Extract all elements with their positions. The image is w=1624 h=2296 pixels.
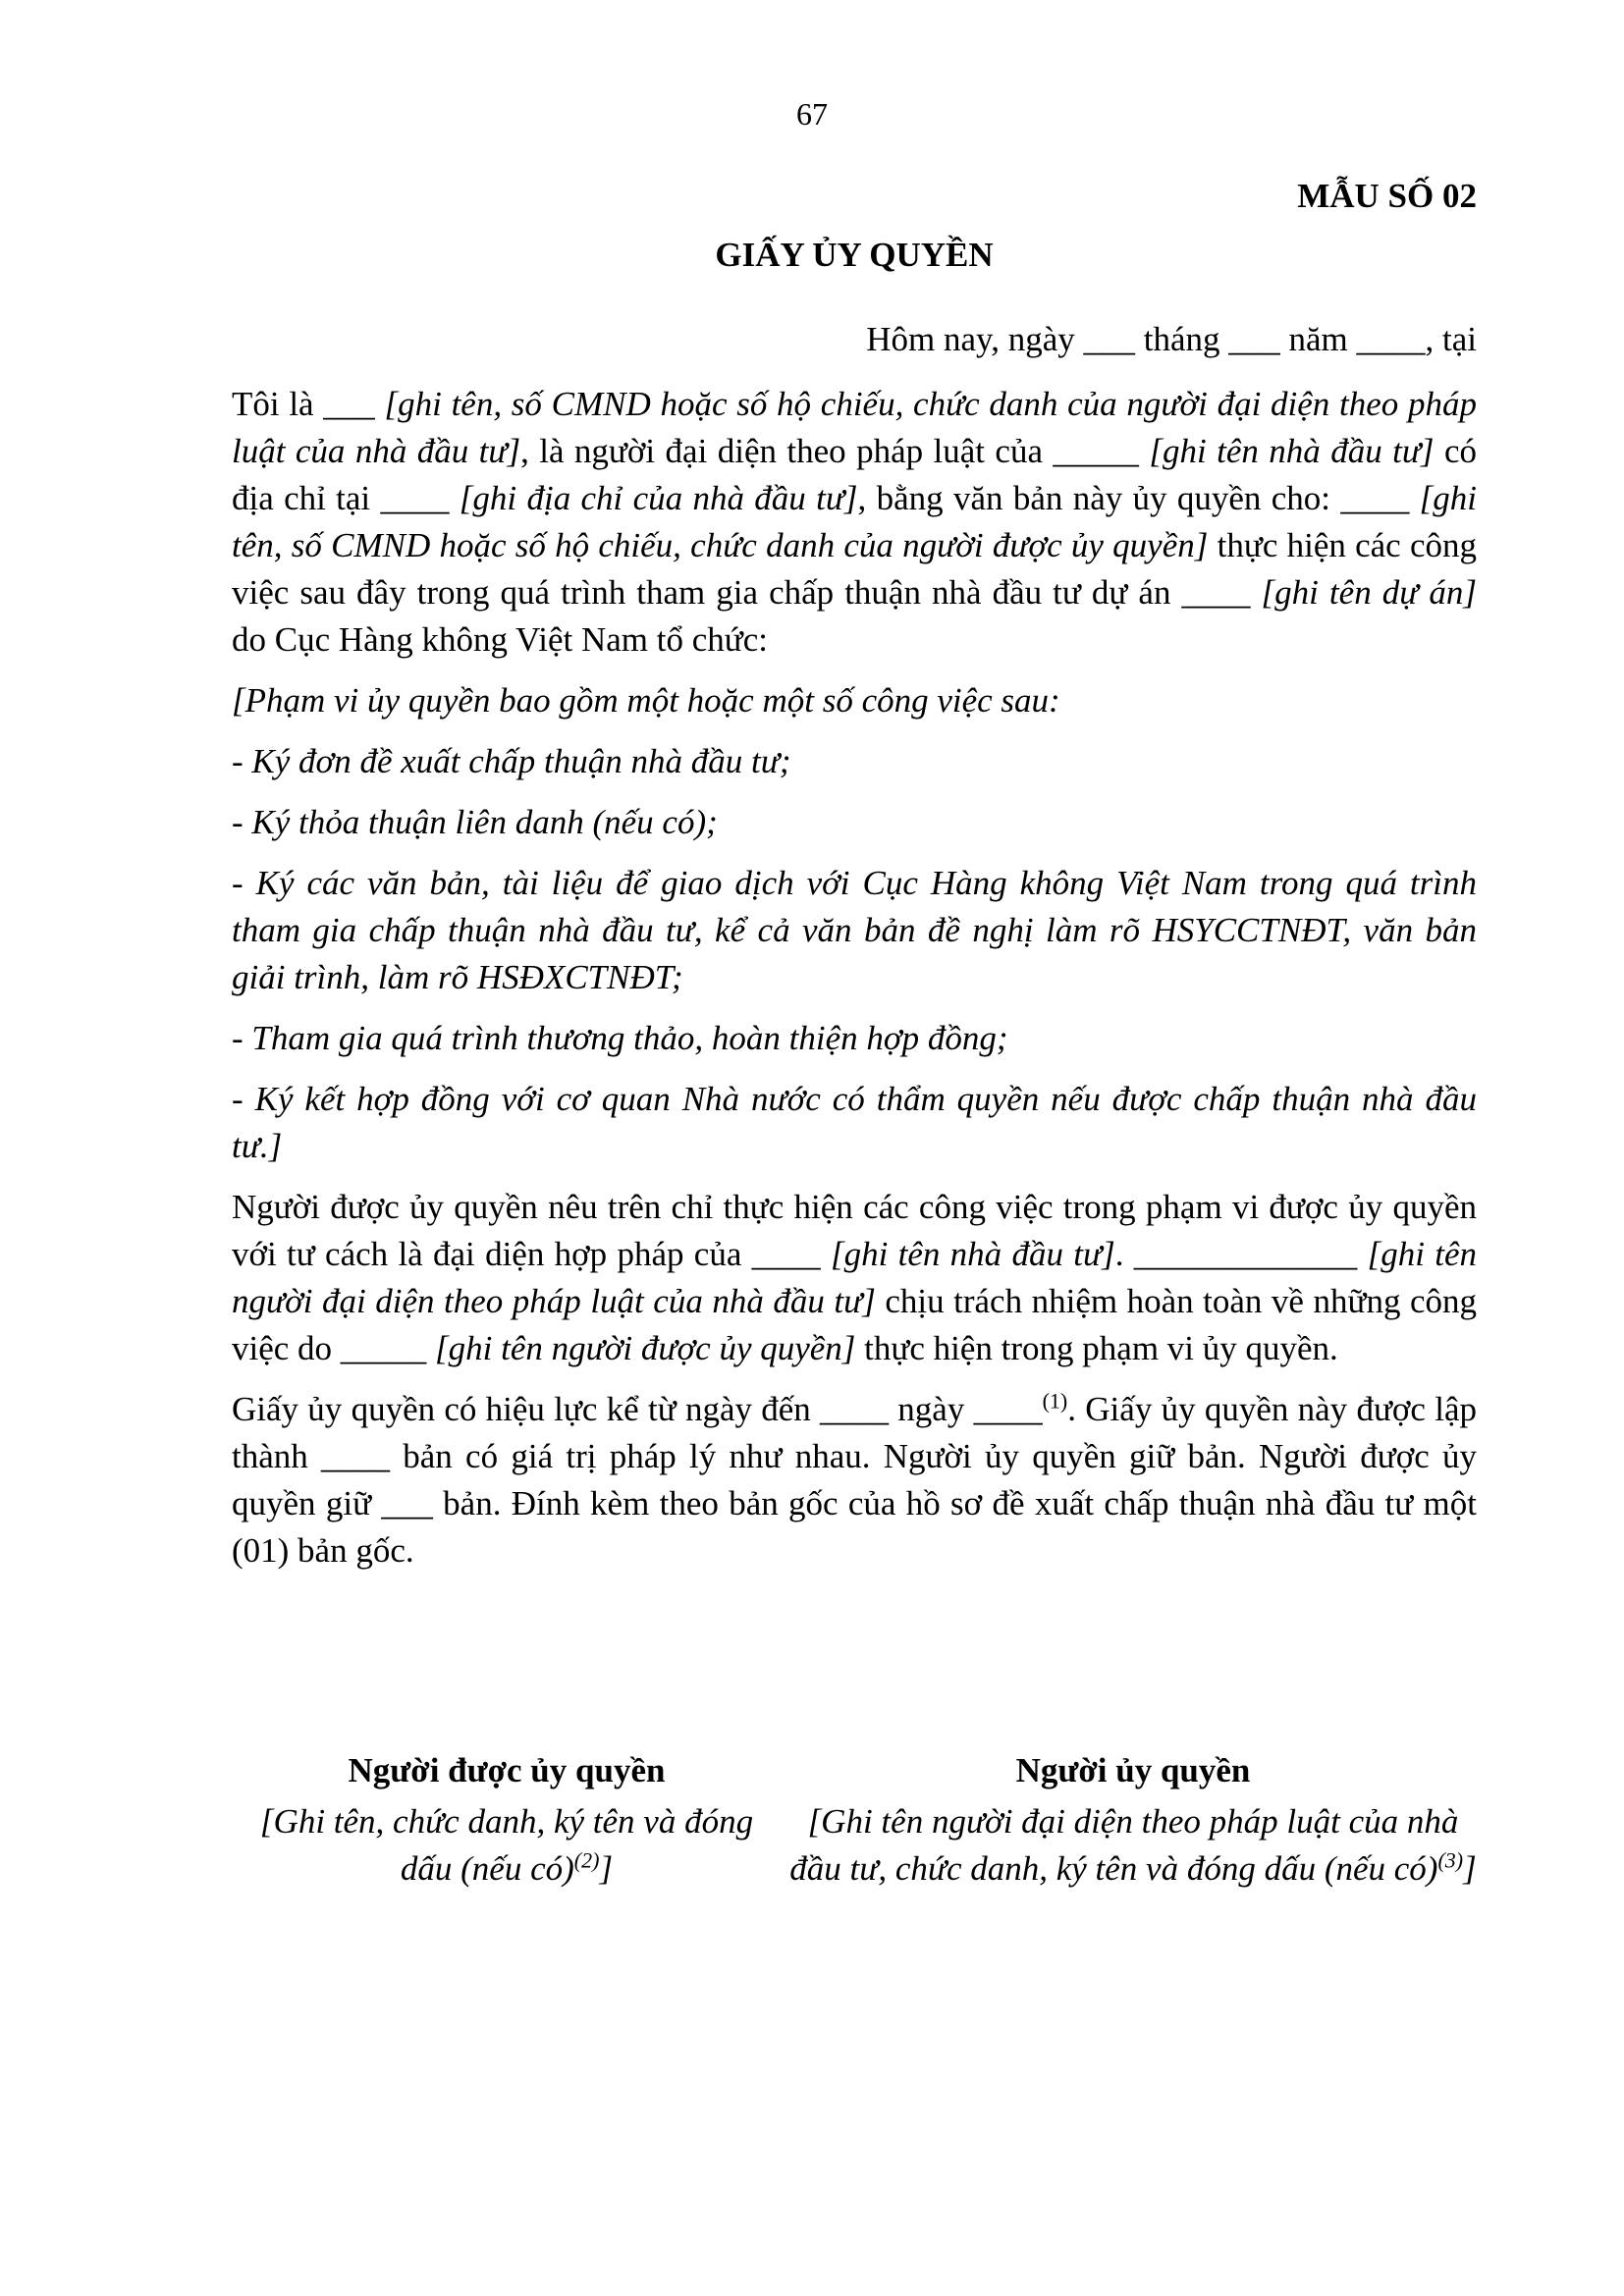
signature-instruction-end: ]	[599, 1849, 614, 1888]
scope-intro	[232, 677, 1477, 724]
footnote-ref: (3)	[1437, 1847, 1464, 1873]
document-title: GIẤY ỦY QUYỀN	[715, 236, 994, 274]
signature-title: Người được ủy quyền	[348, 1751, 666, 1789]
text-segment: , là người đại diện theo pháp luật của _____	[520, 432, 1150, 470]
paragraph-validity	[232, 1386, 1477, 1575]
text-segment: có địa chỉ tại ____	[232, 432, 1477, 517]
placeholder-text: [ghi tên nhà đầu tư]	[830, 1235, 1115, 1273]
scope-text: [Phạm vi ủy quyền bao gồm một hoặc một số công việc sau:	[232, 681, 1060, 720]
signature-block-authorizing-person	[789, 1747, 1477, 1893]
text-segment: . _____________	[1114, 1235, 1368, 1273]
signature-instruction	[789, 1798, 1477, 1893]
placeholder-text: [ghi tên người đại diện theo pháp luật của nhà đầu tư]	[232, 1235, 1478, 1320]
scope-item	[232, 799, 1477, 846]
signature-title: Người ủy quyền	[1015, 1751, 1251, 1789]
text-segment: chịu trách nhiệm hoàn toàn về những công việc do _____	[232, 1282, 1477, 1367]
text-segment: thực hiện trong phạm vi ủy quyền.	[855, 1329, 1338, 1367]
scope-item	[232, 1076, 1477, 1170]
placeholder-text: [ghi tên, số CMND hoặc số hộ chiếu, chức danh của người được ủy quyền]	[232, 479, 1477, 564]
text-segment: . Giấy ủy quyền này được lập thành ____ bản có giá trị pháp lý như nhau. Người ủy quyền giữ bản. Người được ủy quyền giữ ___ bản. Đính kèm theo bản gốc của hồ sơ đề xuất chấp thuận nhà đầu tư một (01) bản gốc.	[232, 1390, 1477, 1570]
scope-item	[232, 738, 1477, 785]
scope-item	[232, 860, 1477, 1001]
text-segment: , bằng văn bản này ủy quyền cho: ____	[857, 479, 1420, 517]
scope-text: - Ký kết hợp đồng với cơ quan Nhà nước có thẩm quyền nếu được chấp thuận nhà đầu tư.]	[232, 1080, 1477, 1165]
scope-text: - Ký đơn đề xuất chấp thuận nhà đầu tư;	[232, 742, 791, 780]
signature-instruction	[232, 1798, 782, 1893]
scope-item	[232, 1015, 1477, 1062]
scope-text: - Ký các văn bản, tài liệu để giao dịch với Cục Hàng không Việt Nam trong quá trình tham gia chấp thuận nhà đầu tư, kể cả văn bản đề nghị làm rõ HSYCCTNĐT, văn bản giải trình, làm rõ HSĐXCTNĐT;	[232, 864, 1477, 996]
date-line: Hôm nay, ngày ___ tháng ___ năm ____, tại	[866, 320, 1477, 358]
footnote-ref: (2)	[573, 1847, 600, 1873]
text-segment: Tôi là ___	[232, 385, 385, 423]
footnote-ref: (1)	[1042, 1388, 1068, 1414]
signature-instruction-text: [Ghi tên người đại diện theo pháp luật của nhà đầu tư, chức danh, ký tên và đóng dấu (nếu có)	[789, 1802, 1459, 1888]
signature-section	[232, 1747, 1477, 1893]
placeholder-text: [ghi tên, số CMND hoặc số hộ chiếu, chức danh của người đại diện theo pháp luật của nhà đầu tư]	[232, 385, 1477, 470]
signature-instruction-end: ]	[1463, 1849, 1477, 1888]
document-body	[232, 316, 1477, 1588]
text-segment: thực hiện các công việc sau đây trong quá trình tham gia chấp thuận nhà đầu tư dự án ____	[232, 526, 1477, 612]
signature-block-authorized-person	[232, 1747, 782, 1893]
scope-text: - Tham gia quá trình thương thảo, hoàn thiện hợp đồng;	[232, 1019, 1008, 1057]
text-segment: Người được ủy quyền nêu trên chỉ thực hiện các công việc trong phạm vi được ủy quyền với tư cách là đại diện hợp pháp của ____	[232, 1188, 1477, 1273]
form-code: MẪU SỐ 02	[1297, 177, 1477, 215]
placeholder-text: [ghi địa chỉ của nhà đầu tư]	[459, 479, 858, 517]
signature-instruction-text: [Ghi tên, chức danh, ký tên và đóng dấu (nếu có)	[259, 1802, 754, 1888]
paragraph-authorization-intro	[232, 381, 1477, 664]
scope-text: - Ký thỏa thuận liên danh (nếu có);	[232, 803, 718, 841]
text-segment: do Cục Hàng không Việt Nam tổ chức:	[232, 620, 768, 659]
paragraph-responsibility	[232, 1184, 1477, 1372]
placeholder-text: [ghi tên nhà đầu tư]	[1149, 432, 1435, 470]
page-number: 67	[796, 96, 828, 132]
placeholder-text: [ghi tên dự án]	[1261, 573, 1477, 612]
placeholder-text: [ghi tên người được ủy quyền]	[435, 1329, 856, 1367]
text-segment: Giấy ủy quyền có hiệu lực kể từ ngày đến ____ ngày ____	[232, 1390, 1043, 1428]
